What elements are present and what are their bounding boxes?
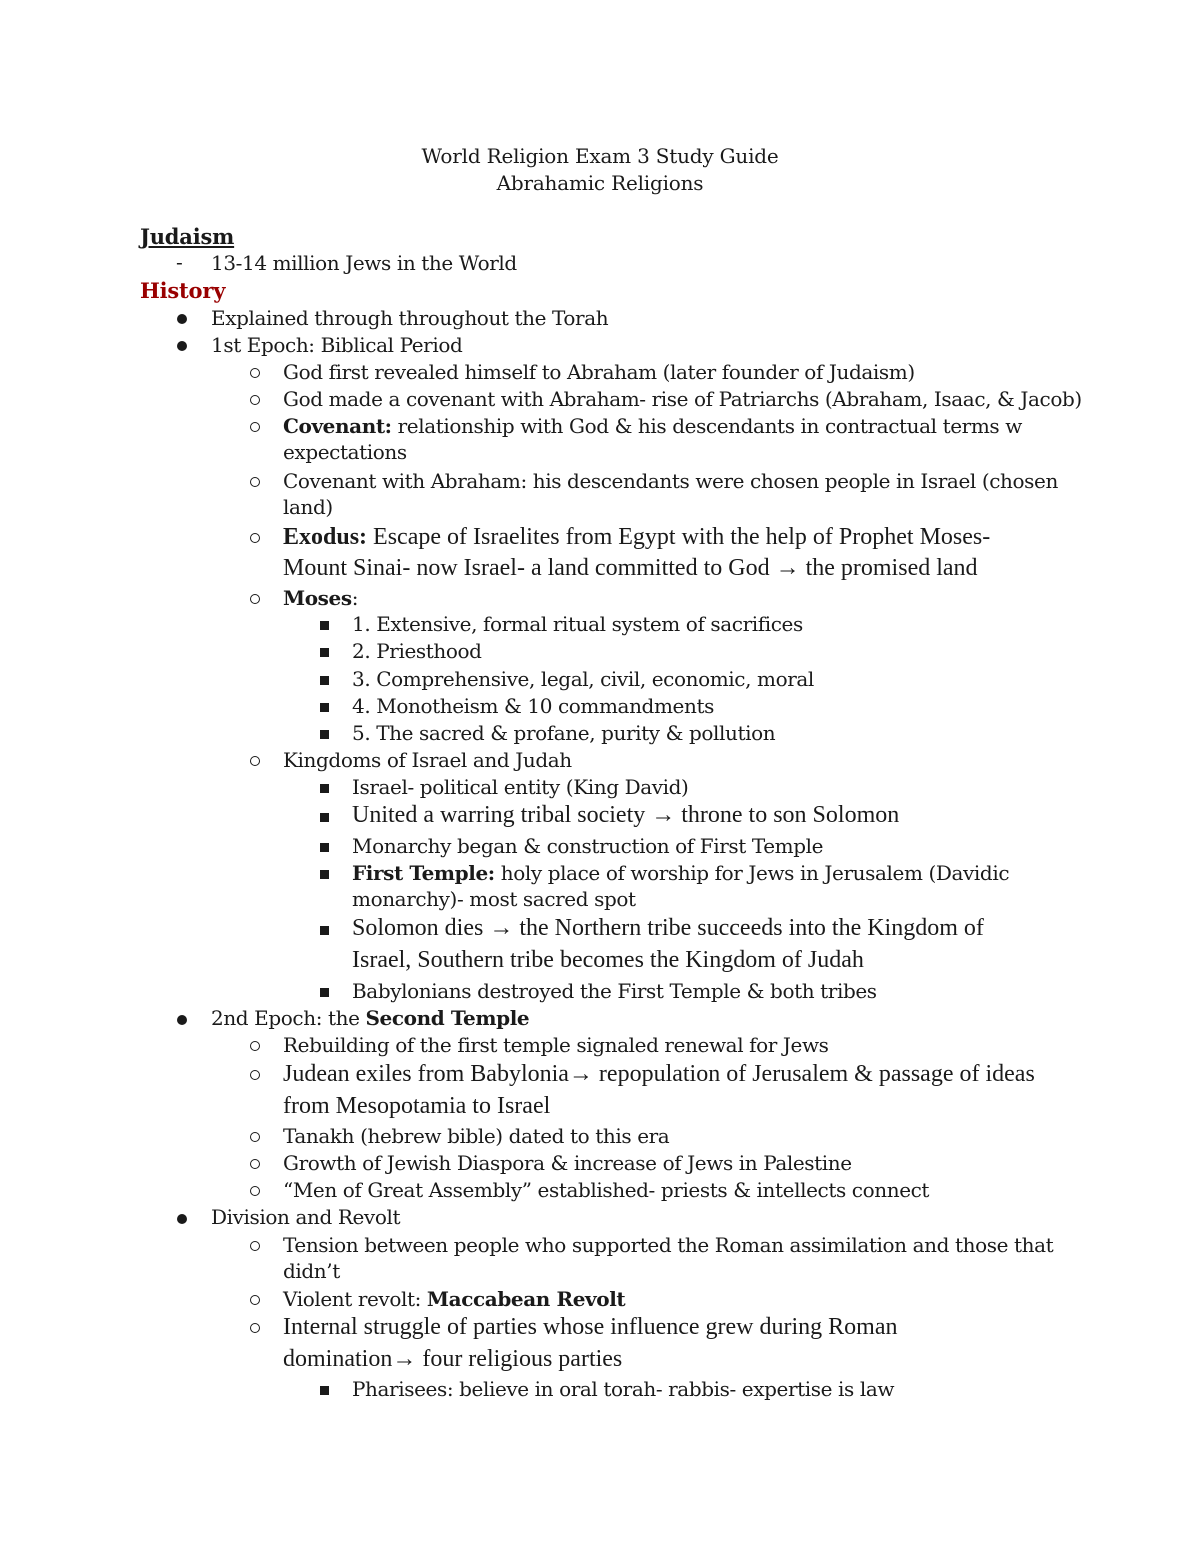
list-item: 5. The sacred & profane, purity & pollution [352,721,776,745]
list-item [283,585,358,612]
list-item: Tension between people who supported the Roman assimilation and those that [283,1233,1054,1257]
list-item: Division and Revolt [211,1205,401,1229]
list-item: Kingdoms of Israel and Judah [283,748,572,772]
list-item: “Men of Great Assembly” established- priests & intellects connect [283,1178,930,1202]
bullet-circle [250,395,260,405]
document-subtitle: Abrahamic Religions [496,171,704,195]
bullet-square [320,926,329,935]
term-first-temple: First Temple: [352,861,495,885]
bullet-square [320,813,329,822]
list-item [283,1286,625,1313]
bullet-circle [250,756,260,766]
dash-marker: - [176,250,183,274]
definition-text: holy place of worship for Jews in Jerusalem (Davidic [494,861,1010,885]
bullet-circle [250,1041,260,1051]
bullet-circle [250,477,260,487]
bullet-square [320,988,329,997]
list-item [283,522,990,552]
history-heading: History [140,278,226,303]
definition-text: relationship with God & his descendants in contractual terms w [391,414,1022,438]
term-covenant: Covenant: [283,414,392,438]
list-item: United a warring tribal society → throne to son Solomon [352,802,900,828]
list-item: Pharisees: believe in oral torah- rabbis- expertise is law [352,1377,895,1401]
list-item-continuation: land) [283,495,333,519]
term-moses: Moses [283,586,352,610]
population-stat: 13-14 million Jews in the World [211,251,517,275]
bullet-square [320,730,329,739]
revolt-label: Violent revolt: [283,1287,427,1311]
list-item [211,1005,529,1032]
list-item-continuation: monarchy)- most sacred spot [352,887,636,911]
bullet-circle [250,1241,260,1251]
bullet-disc [177,1015,187,1025]
bullet-square [320,648,329,657]
list-item: Judean exiles from Babylonia→ repopulation of Jerusalem & passage of ideas [283,1061,1035,1087]
bullet-circle [250,422,260,432]
list-item: Tanakh (hebrew bible) dated to this era [283,1124,670,1148]
bullet-circle [250,368,260,378]
list-item-continuation: expectations [283,440,407,464]
list-item: 4. Monotheism & 10 commandments [352,694,714,718]
list-item-continuation: Mount Sinai- now Israel- a land committed to God → the promised land [283,555,978,581]
bullet-circle [250,1132,260,1142]
bullet-disc [177,341,187,351]
bullet-square [320,621,329,630]
list-item: Monarchy began & construction of First Temple [352,834,824,858]
list-item: Growth of Jewish Diaspora & increase of Jews in Palestine [283,1151,852,1175]
list-item: Covenant with Abraham: his descendants were chosen people in Israel (chosen [283,469,1058,493]
bullet-circle [250,1323,260,1333]
term-maccabean-revolt: Maccabean Revolt [426,1287,626,1311]
list-item: Babylonians destroyed the First Temple & both tribes [352,979,877,1003]
list-item: 1st Epoch: Biblical Period [211,333,463,357]
section-heading-judaism: Judaism [140,224,235,249]
list-item-continuation: Israel, Southern tribe becomes the Kingdom of Judah [352,947,864,973]
list-item: God first revealed himself to Abraham (later founder of Judaism) [283,360,915,384]
bullet-disc [177,314,187,324]
list-item: 3. Comprehensive, legal, civil, economic, moral [352,667,814,691]
bullet-square [320,1386,329,1395]
term-second-temple: Second Temple [365,1006,530,1030]
list-item-continuation: from Mesopotamia to Israel [283,1093,551,1119]
term-exodus: Exodus: [283,524,368,550]
list-item: Rebuilding of the first temple signaled renewal for Jews [283,1033,829,1057]
list-item: God made a covenant with Abraham- rise of Patriarchs (Abraham, Isaac, & Jacob) [283,387,1082,411]
bullet-square [320,703,329,712]
bullet-circle [250,1159,260,1169]
list-item: Israel- political entity (King David) [352,775,689,799]
bullet-circle [250,1070,260,1080]
list-item: Solomon dies → the Northern tribe succeeds into the Kingdom of [352,915,984,941]
bullet-square [320,676,329,685]
list-item: 1. Extensive, formal ritual system of sacrifices [352,612,803,636]
bullet-circle [250,1186,260,1196]
list-item-continuation: domination→ four religious parties [283,1346,623,1372]
bullet-circle [250,594,260,604]
list-item-continuation: didn’t [283,1259,340,1283]
epoch-label: 2nd Epoch: the [211,1006,366,1030]
colon-text: : [351,586,359,610]
definition-text: Escape of Israelites from Egypt with the help of Prophet Moses- [367,524,991,550]
bullet-square [320,870,329,879]
bullet-circle [250,533,260,543]
list-item [352,860,1009,887]
list-item: Internal struggle of parties whose influence grew during Roman [283,1314,898,1340]
bullet-disc [177,1214,187,1224]
bullet-square [320,784,329,793]
document-title: World Religion Exam 3 Study Guide [421,144,779,168]
list-item [283,413,1022,440]
bullet-square [320,843,329,852]
list-item: 2. Priesthood [352,639,482,663]
list-item: Explained through throughout the Torah [211,306,609,330]
bullet-circle [250,1295,260,1305]
